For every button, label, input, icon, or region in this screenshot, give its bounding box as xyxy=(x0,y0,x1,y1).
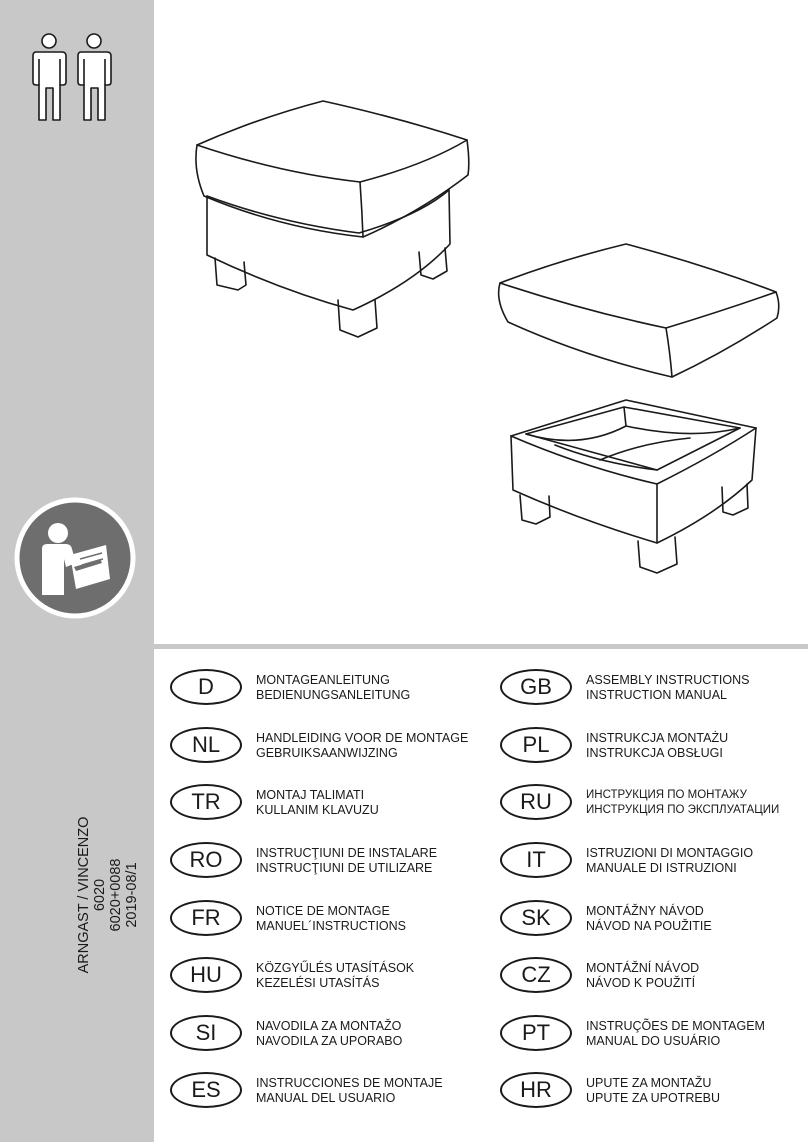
language-text xyxy=(586,731,728,761)
language-line1: ИНСТРУКЦИЯ ПО МОНТАЖУ xyxy=(586,789,747,801)
language-code-badge: SK xyxy=(500,900,572,936)
language-line2: GEBRUIKSAANWIJZING xyxy=(256,746,398,760)
two-persons-icon xyxy=(30,32,116,124)
language-line2: INSTRUCTION MANUAL xyxy=(586,688,727,702)
language-code-badge: D xyxy=(170,669,242,705)
language-line2: MANUAL DO USUÁRIO xyxy=(586,1034,721,1048)
ottoman-illustration xyxy=(154,0,808,644)
language-line1: UPUTE ZA MONTAŽU xyxy=(586,1076,712,1090)
language-code-badge: ES xyxy=(170,1072,242,1108)
language-text xyxy=(586,904,712,934)
language-line1: MONTÁŽNY NÁVOD xyxy=(586,904,704,918)
language-code-badge: CZ xyxy=(500,957,572,993)
language-line2: NÁVOD NA POUŽITIE xyxy=(586,919,712,933)
language-line2: UPUTE ZA UPOTREBU xyxy=(586,1091,721,1105)
language-code-badge: PL xyxy=(500,727,572,763)
language-code-badge: HU xyxy=(170,957,242,993)
sidebar-top xyxy=(0,0,154,644)
read-manual-icon xyxy=(14,497,136,619)
language-text xyxy=(586,846,753,876)
language-code-badge: PT xyxy=(500,1015,572,1051)
language-line1: INSTRUCCIONES DE MONTAJE xyxy=(256,1076,443,1090)
language-text xyxy=(256,673,410,703)
language-text xyxy=(586,1019,765,1049)
language-line2: MANUAL DEL USUARIO xyxy=(256,1091,396,1105)
language-code-badge: NL xyxy=(170,727,242,763)
language-line2: MANUALE DI ISTRUZIONI xyxy=(586,861,737,875)
language-line2: INSTRUCŢIUNI DE UTILIZARE xyxy=(256,861,433,875)
product-model: 6020 xyxy=(92,878,108,912)
language-line2: ИНСТРУКЦИЯ ПО ЭКСПЛУАТАЦИИ xyxy=(586,804,780,816)
language-text xyxy=(256,961,414,991)
language-text xyxy=(586,1076,720,1106)
language-text xyxy=(256,904,406,934)
language-line1: MONTÁŽNÍ NÁVOD xyxy=(586,961,700,975)
product-code: 6020+0088 xyxy=(108,858,124,932)
language-line2: BEDIENUNGSANLEITUNG xyxy=(256,688,411,702)
language-line1: KÖZGYŰLÉS UTASÍTÁSOK xyxy=(256,961,415,975)
language-code-badge: RO xyxy=(170,842,242,878)
language-line1: ASSEMBLY INSTRUCTIONS xyxy=(586,673,750,687)
language-code-badge: FR xyxy=(170,900,242,936)
language-text xyxy=(256,1076,443,1106)
product-name: ARNGAST / VINCENZO xyxy=(76,816,92,974)
language-line1: INSTRUÇÕES DE MONTAGEM xyxy=(586,1019,765,1033)
language-text xyxy=(256,731,468,761)
language-line1: INSTRUKCJA MONTAŻU xyxy=(586,731,729,745)
language-line2: MANUEL´INSTRUCTIONS xyxy=(256,919,407,933)
language-line2: NÁVOD K POUŽITÍ xyxy=(586,976,696,990)
language-line1: MONTAGEANLEITUNG xyxy=(256,673,390,687)
language-line1: NAVODILA ZA MONTAŽO xyxy=(256,1019,402,1033)
language-text xyxy=(256,788,379,818)
language-code-badge: GB xyxy=(500,669,572,705)
language-code-badge: IT xyxy=(500,842,572,878)
language-code-badge: HR xyxy=(500,1072,572,1108)
language-line1: INSTRUCŢIUNI DE INSTALARE xyxy=(256,846,438,860)
language-line1: NOTICE DE MONTAGE xyxy=(256,904,390,918)
language-text xyxy=(586,961,699,991)
language-line2: KEZELÉSI UTASÍTÁS xyxy=(256,976,380,990)
product-revision: 2019-08/1 xyxy=(124,862,140,928)
language-line2: NAVODILA ZA UPORABO xyxy=(256,1034,403,1048)
language-code-badge: TR xyxy=(170,784,242,820)
language-line2: KULLANIM KLAVUZU xyxy=(256,803,379,817)
language-line1: ISTRUZIONI DI MONTAGGIO xyxy=(586,846,754,860)
language-line1: HANDLEIDING VOOR DE MONTAGE xyxy=(256,731,469,745)
language-line1: MONTAJ TALIMATI xyxy=(256,788,365,802)
language-code-badge: SI xyxy=(170,1015,242,1051)
language-line2: INSTRUKCJA OBSŁUGI xyxy=(586,746,723,760)
language-text xyxy=(256,846,437,876)
language-text xyxy=(586,673,749,703)
language-text xyxy=(586,788,779,818)
language-text xyxy=(256,1019,402,1049)
language-code-badge: RU xyxy=(500,784,572,820)
